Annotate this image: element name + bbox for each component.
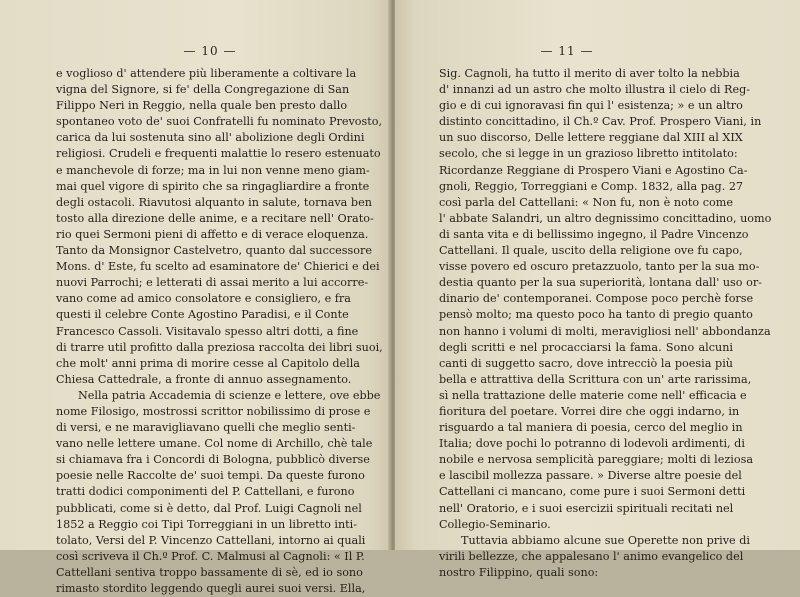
text-line: virili bellezze, che appalesano l' animo evangelico del: [439, 549, 744, 563]
text-line: nuovi Parrochi; e letterati di assai merito a lui accorre-: [56, 276, 369, 290]
text-line: Tanto da Monsignor Castelvetro, quanto dal successore: [56, 244, 372, 258]
text-line: religiosi. Crudeli e frequenti malattie lo resero estenuato: [56, 147, 381, 161]
text-line: e lascibil mollezza passare. » Diverse altre poesie del: [439, 469, 742, 483]
page-number-right: — 11 —: [540, 44, 594, 58]
left-page-text: [56, 66, 383, 597]
text-line: tolato, Versi del P. Vincenzo Cattellani, intorno ai quali: [56, 533, 366, 547]
text-line: Chiesa Cattedrale, a fronte di annuo assegnamento.: [56, 372, 352, 386]
text-line: Filippo Neri in Reggio, nella quale ben presto dallo: [56, 99, 348, 113]
text-line: sì nella trattazione delle materie come nell' efficacia e: [439, 388, 747, 402]
text-line: vano nelle lettere umane. Col nome di Archillo, chè tale: [56, 437, 373, 451]
text-line: distinto concittadino, il Ch.º Cav. Prof. Prospero Viani, in: [439, 115, 762, 129]
text-line: Italia; dove pochi lo potranno di lodevoli ardimenti, di: [439, 437, 745, 451]
text-line: e manchevole di forze; ma in lui non venne meno giam-: [56, 163, 370, 177]
text-line: tosto alla direzione delle anime, e a recitare nell' Orato-: [56, 211, 374, 225]
text-line: di santa vita e di bellissimo ingegno, il Padre Vincenzo: [439, 227, 749, 241]
text-line: Cattellani. Il quale, uscito della religione ove fu capo,: [439, 244, 743, 258]
text-line: così scriveva il Ch.º Prof. C. Malmusi al Cagnoli: « Il P.: [56, 549, 365, 563]
text-line: carica da lui sostenuta sino all' abolizione degli Ordini: [56, 131, 365, 145]
text-line: nell' Oratorio, e i suoi esercizii spirituali recitati nel: [439, 501, 734, 515]
text-line: Sig. Cagnoli, ha tutto il merito di aver tolto la nebbia: [439, 67, 740, 80]
text-line: di trarre util profitto dalla preziosa raccolta dei libri suoi,: [56, 340, 383, 354]
text-line: d' innanzi ad un astro che molto illustra il cielo di Reg-: [439, 83, 751, 97]
text-line: Tuttavia abbiamo alcune sue Operette non prive di: [461, 533, 750, 547]
text-line: pensò molto; ma questo poco ha tanto di pregio quanto: [439, 308, 753, 322]
text-line: dinario de' contemporanei. Compose poco perchè forse: [439, 292, 754, 306]
text-line: Cattellani ci mancano, come pure i suoi Sermoni detti: [439, 485, 746, 499]
text-line: gio e di cui ignoravasi fin qui l' esistenza; » e un altro: [439, 99, 743, 113]
text-line: risguardo a tal maniera di poesia, cerco del meglio in: [439, 421, 743, 435]
text-line: Collegio-Seminario.: [439, 517, 551, 531]
page-number-left: — 10 —: [183, 44, 237, 58]
text-line: visse povero ed oscuro pretazzuolo, tanto per la sua mo-: [439, 260, 760, 274]
text-line: così parla del Cattellani: « Non fu, non è noto come: [439, 195, 733, 209]
text-line: rio quei Sermoni pieni di affetto e di verace eloquenza.: [56, 227, 369, 241]
text-line: degli scritti e nel procacciarsi la fama. Sono alcuni: [439, 340, 733, 354]
text-line: Nella patria Accademia di scienze e lettere, ove ebbe: [78, 388, 381, 402]
text-line: bella e attrattiva della Scrittura con un' arte rarissima,: [439, 372, 752, 386]
text-line: 1852 a Reggio coi Tipi Torreggiani in un libretto inti-: [56, 517, 358, 531]
text-line: Cattellani sentiva troppo bassamente di sè, ed io sono: [56, 565, 363, 579]
text-line: gnoli, Reggio, Torreggiani e Comp. 1832, alla pag. 27: [439, 179, 744, 193]
text-line: degli ostacoli. Riavutosi alquanto in salute, tornava ben: [56, 195, 372, 209]
text-line: questi il celebre Conte Agostino Paradisi, e il Conte: [56, 308, 349, 322]
text-line: destia quanto per la sua superiorità, lontana dall' uso or-: [439, 276, 762, 290]
text-line: vigna del Signore, si fe' della Congregazione di San: [56, 83, 350, 97]
text-line: non hanno i volumi di molti, meravigliosi nell' abbondanza: [439, 324, 771, 338]
text-line: spontaneo voto de' suoi Confratelli fu nominato Prevosto,: [56, 115, 383, 129]
right-page-text: [439, 66, 772, 581]
text-line: Ricordanze Reggiane di Prospero Viani e Agostino Ca-: [439, 163, 748, 177]
text-line: pubblicati, come si è detto, dal Prof. Luigi Cagnoli nel: [56, 501, 362, 515]
text-line: un suo discorso, Delle lettere reggiane dal XIII al XIX: [439, 131, 743, 145]
text-line: Francesco Cassoli. Visitavalo spesso altri dotti, a fine: [56, 324, 359, 338]
text-line: fioritura del poetare. Vorrei dire che oggi indarno, in: [439, 404, 740, 418]
text-line: di versi, e ne maravigliavano quelli che meglio senti-: [56, 421, 356, 435]
text-line: nostro Filippino, quali sono:: [439, 565, 599, 579]
left-page: [0, 0, 391, 595]
text-line: canti di suggetto sacro, dove intrecciò la poesia più: [439, 356, 733, 370]
text-line: nome Filosigo, mostrossi scrittor nobilissimo di prose e: [56, 404, 371, 418]
text-line: secolo, che si legge in un grazioso libretto intitolato:: [439, 147, 738, 161]
text-line: Mons. d' Este, fu scelto ad esaminatore de' Chierici e dei: [56, 260, 380, 274]
text-line: poesie nelle Raccolte de' suoi tempi. Da queste furono: [56, 469, 365, 483]
text-line: nobile e nervosa semplicità pareggiare; molti di leziosa: [439, 453, 753, 467]
text-line: che molt' anni prima di morire cesse al Capitolo della: [56, 356, 360, 370]
text-line: e voglioso d' attendere più liberamente a coltivare la: [56, 67, 357, 80]
text-line: l' abbate Salandri, un altro degnissimo concittadino, uomo: [439, 211, 772, 225]
right-page: [395, 0, 800, 579]
text-line: vano come ad amico consolatore e consigliero, e fra: [56, 292, 351, 306]
text-line: tratti dodici componimenti del P. Cattellani, e furono: [56, 485, 355, 499]
text-line: si chiamava fra i Concordi di Bologna, pubblicò diverse: [56, 453, 370, 467]
text-line: mai quel vigore di spirito che sa ringagliardire a fronte: [56, 179, 370, 193]
text-line: rimasto stordito leggendo quegli aurei suoi versi. Ella,: [56, 582, 366, 595]
